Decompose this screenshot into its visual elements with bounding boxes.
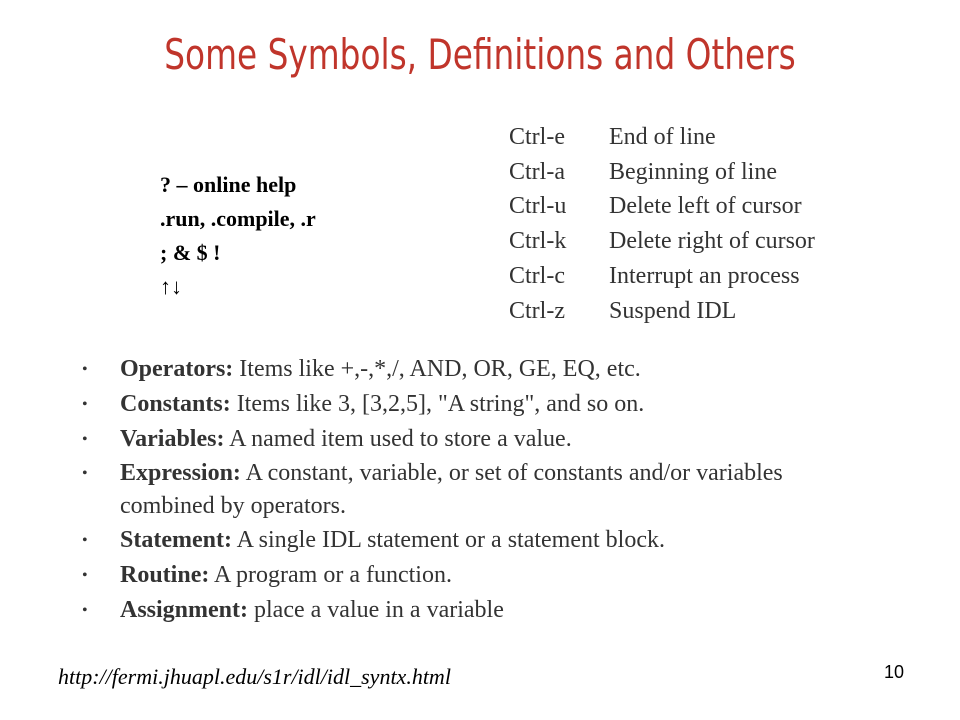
shortcut-action: Suspend IDL [609,297,737,324]
symbol-line: ; & $ ! [160,240,221,265]
definition-text: Items like +,-,*,/, AND, OR, GE, EQ, etc. [233,356,641,382]
symbol-line: .run, .compile, .r [160,206,316,231]
definitions-list [80,352,800,628]
definition-term: Operators: [120,356,234,382]
shortcut-action: Delete right of cursor [609,228,815,255]
shortcut-row [509,190,815,225]
definition-text: place a value in a variable [248,597,504,623]
shortcut-row [509,120,815,155]
definition-term: Statement: [120,527,232,553]
shortcut-action: Interrupt an process [609,263,800,290]
shortcut-action: Beginning of line [609,158,777,185]
shortcut-key: Ctrl-u [509,193,567,220]
shortcut-key: Ctrl-a [509,158,565,185]
shortcut-key: Ctrl-e [509,123,565,150]
symbols-list [160,168,316,304]
definition-text: Items like 3, [3,2,5], "A string", and so on. [230,391,645,417]
bullet-icon: • [82,532,88,549]
definition-item [80,422,800,457]
source-link-text[interactable]: http://fermi.jhuapl.edu/s1r/idl/idl_syntx.html [58,664,451,689]
shortcut-row [509,259,815,294]
source-link[interactable] [58,664,451,690]
bullet-icon: • [82,361,88,378]
shortcut-key: Ctrl-c [509,263,565,290]
definition-item [80,387,800,422]
shortcut-action: Delete left of cursor [609,193,802,220]
definition-item [80,558,800,593]
symbol-line: ? – online help [160,172,297,197]
definition-text: A named item used to store a value. [224,426,572,452]
definition-item [80,593,800,628]
bullet-icon: • [82,465,88,482]
shortcut-row [509,224,815,259]
definition-term: Constants: [120,391,231,417]
definition-term: Expression: [120,460,241,486]
slide-title: Some Symbols, Definitions and Others [164,30,796,79]
bullet-icon: • [82,431,88,448]
definition-text: A single IDL statement or a statement block. [231,527,665,553]
definition-text: A constant, variable, or set of constants and/or variables combined by operators. [120,460,783,519]
definition-term: Assignment: [120,597,249,623]
shortcut-table [509,120,815,329]
bullet-icon: • [82,602,88,619]
definition-item [80,523,800,558]
shortcut-row [509,294,815,329]
shortcut-action: End of line [609,123,716,150]
definition-item [80,457,800,523]
symbol-line: ↑↓ [160,274,182,299]
definition-item [80,352,800,387]
bullet-icon: • [82,567,88,584]
shortcut-key: Ctrl-z [509,297,565,324]
definition-text: A program or a function. [209,562,452,588]
page-number: 10 [884,662,905,682]
definition-term: Variables: [120,426,225,452]
definition-term: Routine: [120,562,210,588]
bullet-icon: • [82,396,88,413]
shortcut-key: Ctrl-k [509,228,567,255]
shortcut-row [509,155,815,190]
